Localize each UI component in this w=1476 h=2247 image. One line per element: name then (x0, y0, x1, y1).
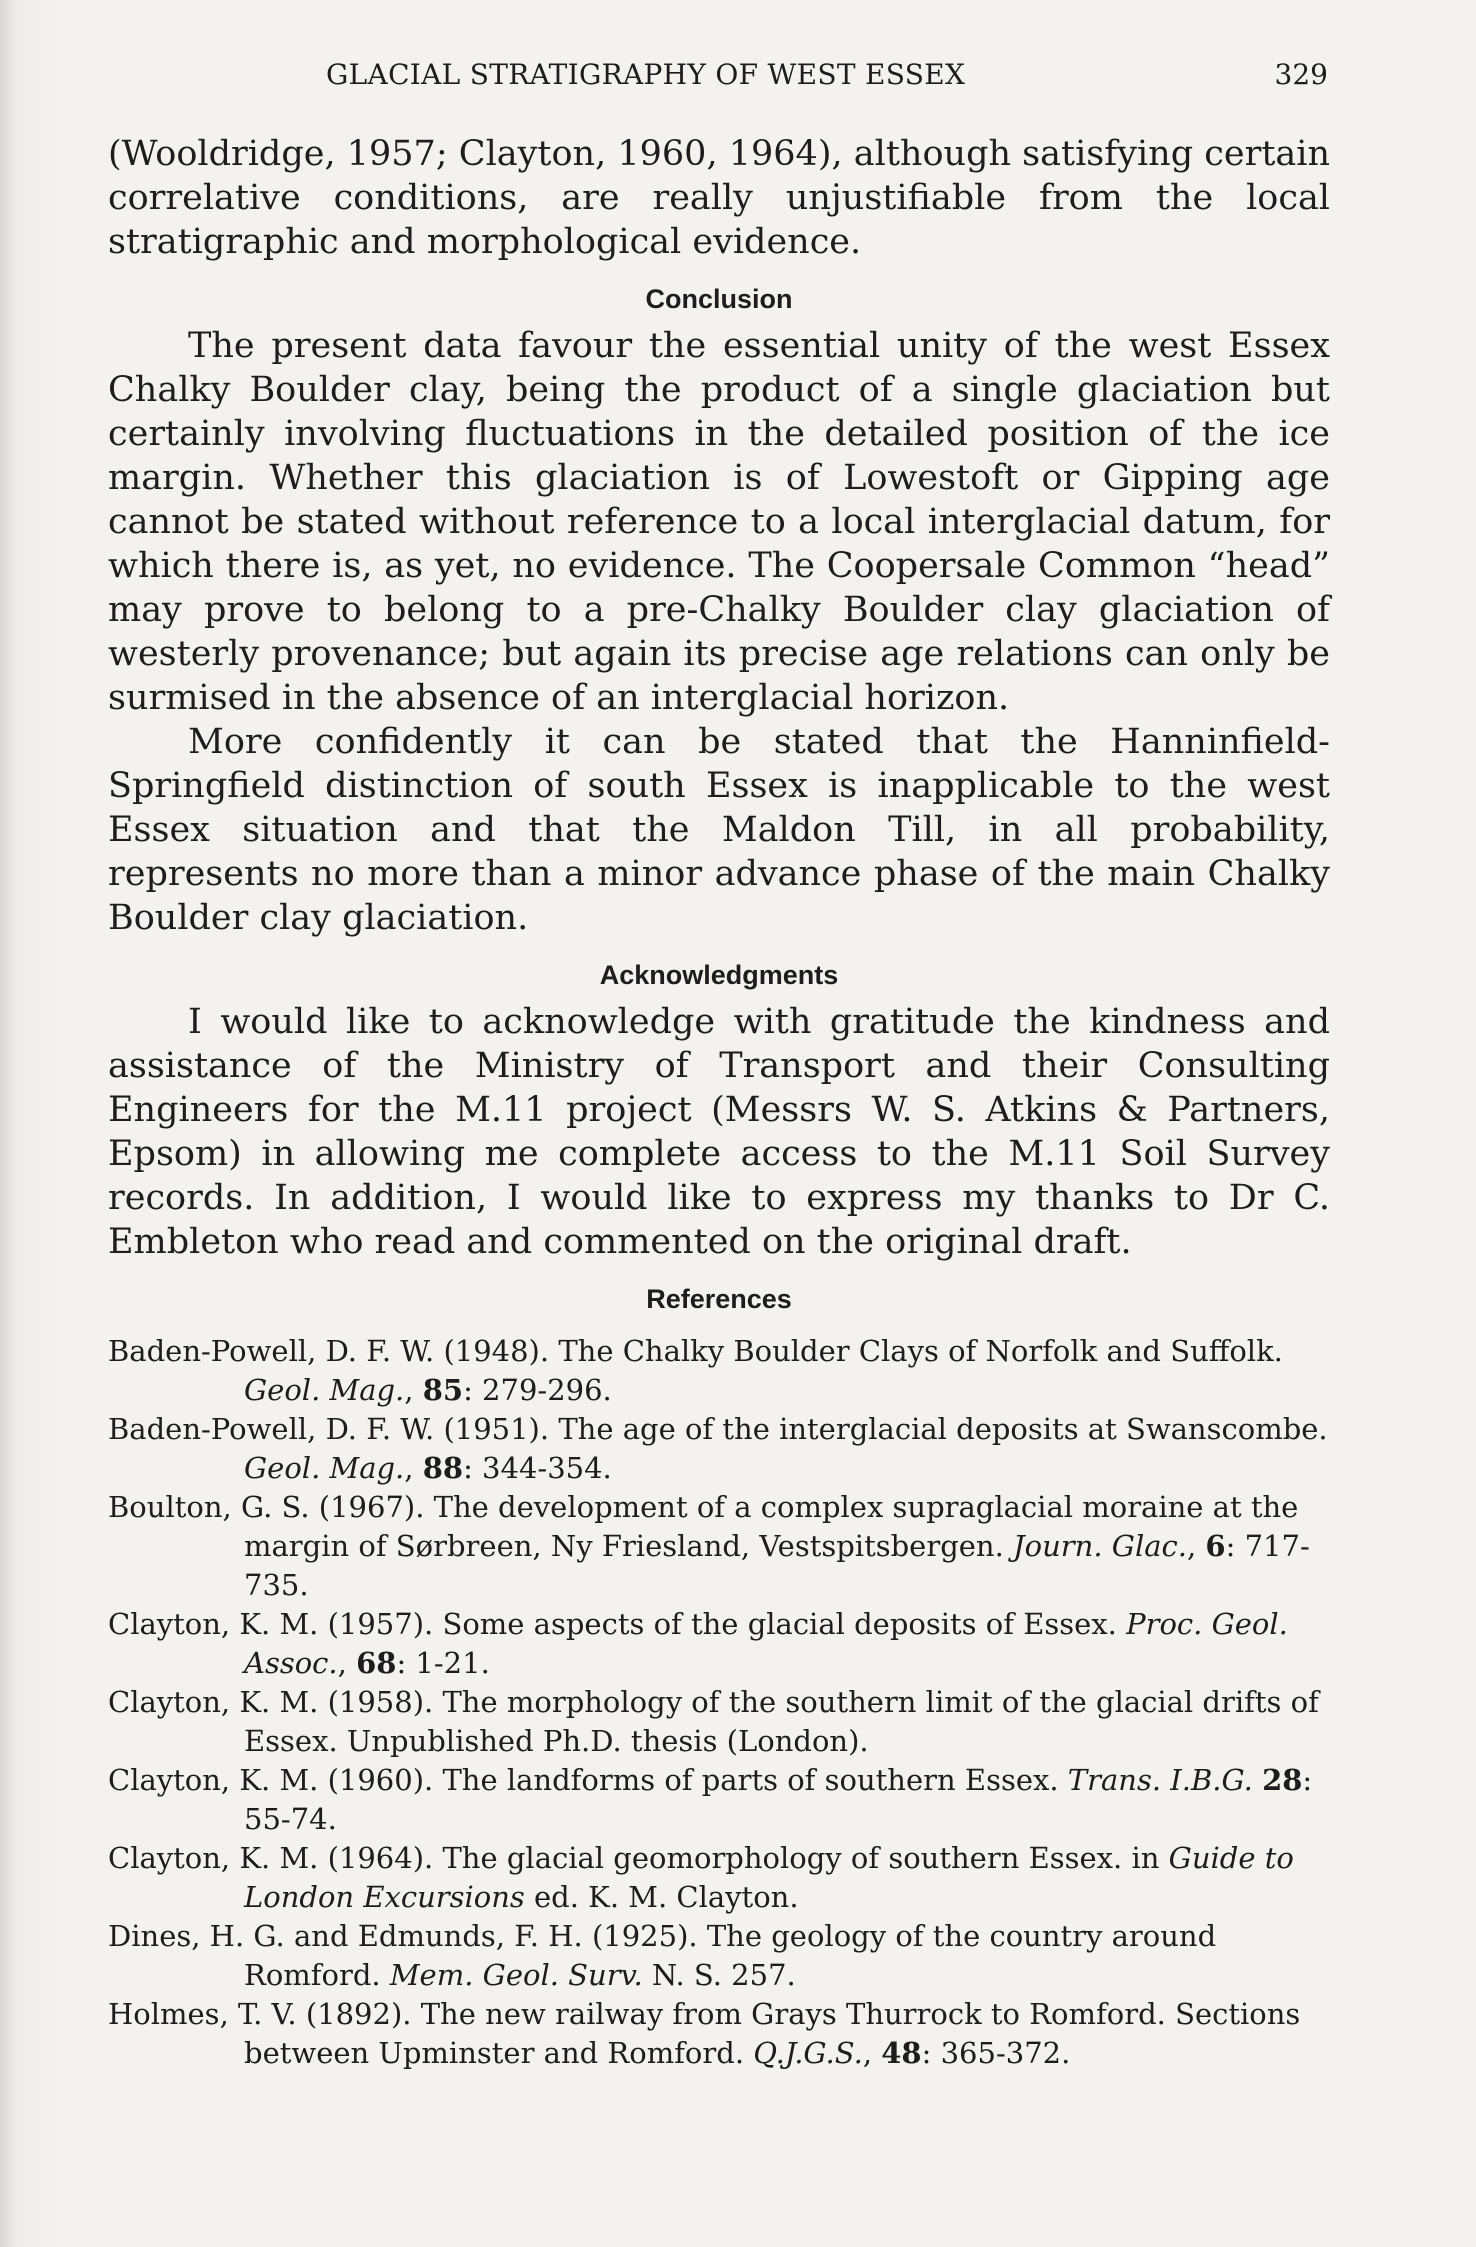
conclusion-paragraph-1: The present data favour the essential unity of the west Essex Chalky Boulder clay, being the product of a single glaciation but certainly involving fluctuations in the detailed position of the ice margin. Whether this glaciation is of Lowestoft or Gipping age cannot be stated without reference to a local interglacial datum, for which there is, as yet, no evidence. The Coopersale Common “head” may prove to belong to a pre-Chalky Boulder clay glaciation of westerly provenance; but again its precise age relations can only be surmised in the absence of an interglacial horizon. (108, 326, 1330, 718)
reference-item: Clayton, K. M. (1958). The morphology of the southern limit of the glacial drifts of Essex. Unpublished Ph.D. thesis (London). (108, 1685, 1319, 1758)
reference-item: Clayton, K. M. (1960). The landforms of parts of southern Essex. Trans. I.B.G. 28: 55-74. (108, 1763, 1313, 1836)
acknowledgments-paragraph: I would like to acknowledge with gratitude the kindness and assistance of the Ministry of Transport and their Consulting Engineers for the M.11 project (Messrs W. S. Atkins & Partners, Epsom) in allowing me complete access to the M.11 Soil Survey records. In addition, I would like to express my thanks to Dr C. Embleton who read and commented on the original draft. (108, 1002, 1330, 1262)
conclusion-paragraph-2: More confidently it can be stated that the Hanninfield-Springfield distinction of south Essex is inapplicable to the west Essex situation and that the Maldon Till, in all probability, represents no more than a minor advance phase of the main Chalky Boulder clay glaciation. (108, 722, 1330, 938)
running-title: GLACIAL STRATIGRAPHY OF WEST ESSEX (326, 58, 966, 91)
conclusion-heading: Conclusion (645, 284, 793, 314)
running-header (108, 58, 1328, 102)
article-body (108, 132, 1330, 2073)
reference-list (108, 1332, 1330, 2073)
reference-item: Clayton, K. M. (1957). Some aspects of the glacial deposits of Essex. Proc. Geol. Assoc., 68: 1-21. (108, 1607, 1288, 1680)
reference-item: Holmes, T. V. (1892). The new railway from Grays Thurrock to Romford. Sections between Upminster and Romford. Q.J.G.S., 48: 365-372. (108, 1997, 1301, 2070)
reference-item: Baden-Powell, D. F. W. (1948). The Chalky Boulder Clays of Norfolk and Suffolk. Geol. Mag., 85: 279-296. (108, 1334, 1283, 1407)
page-number: 329 (1274, 58, 1328, 91)
reference-item: Dines, H. G. and Edmunds, F. H. (1925). The geology of the country around Romford. Mem. Geol. Surv. N. S. 257. (108, 1919, 1217, 1992)
acknowledgments-heading: Acknowledgments (599, 960, 839, 990)
reference-item: Boulton, G. S. (1967). The development of a complex supraglacial moraine at the margin of Sørbreen, Ny Friesland, Vestspitsbergen. Journ. Glac., 6: 717-735. (108, 1490, 1310, 1602)
references-heading: References (646, 1284, 792, 1314)
intro-paragraph: (Wooldridge, 1957; Clayton, 1960, 1964), although satisfying certain correlative conditions, are really unjustifiable from the local stratigraphic and morphological evidence. (108, 134, 1330, 262)
reference-item: Baden-Powell, D. F. W. (1951). The age of the interglacial deposits at Swanscombe. Geol. Mag., 88: 344-354. (108, 1412, 1328, 1485)
reference-item: Clayton, K. M. (1964). The glacial geomorphology of southern Essex. in Guide to London Excursions ed. K. M. Clayton. (108, 1841, 1294, 1914)
